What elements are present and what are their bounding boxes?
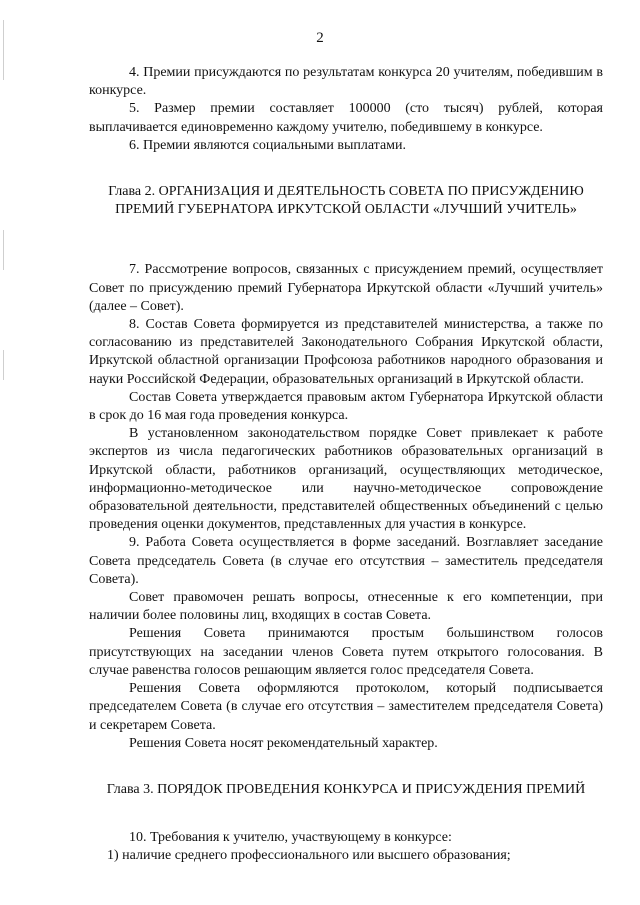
paragraph: 8. Состав Совета формируется из представителей министерства, а также по согласованию из представителей Законодательного Собрания Иркутской области, Иркутской областной организации Профсоюза работников народного образования и науки Российской Федерации, образовательных организаций в Иркутской области. (89, 317, 603, 387)
paragraph: 6. Премии являются социальными выплатами. (129, 137, 407, 153)
scan-margin-mark (3, 230, 4, 270)
paragraph: Решения Совета оформляются протоколом, который подписывается председателем Совета (в случае его отсутствия – заместителем председателя Совета) и секретарем Совета. (89, 681, 603, 733)
paragraph: Решения Совета принимаются простым большинством голосов присутствующих на заседании членов Совета путем открытого голосования. В случае равенства голосов решающим является голос председателя Совета. (89, 626, 603, 678)
paragraph: 7. Рассмотрение вопросов, связанных с присуждением премий, осуществляет Совет по присуждению премий Губернатора Иркутской области «Лучший учитель» (далее – Совет). (89, 262, 603, 314)
scan-margin-mark (3, 350, 4, 380)
paragraph: 9. Работа Совета осуществляется в форме заседаний. Возглавляет заседание Совета председатель Совета (в случае его отсутствия – заместитель председателя Совета). (89, 535, 603, 587)
page-number: 2 (316, 30, 324, 46)
paragraph: 4. Премии присуждаются по результатам конкурса 20 учителям, победившим в конкурсе. (89, 65, 603, 99)
scan-margin-mark (3, 20, 4, 80)
chapter-2-heading: Глава 2. ОРГАНИЗАЦИЯ И ДЕЯТЕЛЬНОСТЬ СОВЕТА ПО ПРИСУЖДЕНИЮ ПРЕМИЙ ГУБЕРНАТОРА ИРКУТСКОЙ ОБЛАСТИ «ЛУЧШИЙ УЧИТЕЛЬ» (108, 184, 584, 218)
paragraph: 5. Размер премии составляет 100000 (сто тысяч) рублей, которая выплачивается единовременно каждому учителю, победившему в конкурсе. (89, 101, 603, 135)
list-item: 1) наличие среднего профессионального или высшего образования; (107, 848, 511, 864)
document-body (89, 64, 603, 866)
paragraph: 10. Требования к учителю, участвующему в конкурсе: (129, 830, 452, 846)
paragraph: Состав Совета утверждается правовым актом Губернатора Иркутской области в срок до 16 мая года проведения конкурса. (89, 389, 603, 424)
paragraph: В установленном законодательством порядке Совет привлекает к работе экспертов из числа педагогических работников образовательных организаций в Иркутской области, работников организаций, осуществляющих методическое, информационно-методическое или научно-методическое сопровождение образовательной деятельности, представителей общественных объединений с целью проведения оценки документов, представленных для участия в конкурсе. (89, 426, 603, 533)
chapter-3-heading: Глава 3. ПОРЯДОК ПРОВЕДЕНИЯ КОНКУРСА И ПРИСУЖДЕНИЯ ПРЕМИЙ (106, 781, 586, 797)
paragraph: Решения Совета носят рекомендательный характер. (129, 735, 438, 751)
paragraph: Совет правомочен решать вопросы, отнесенные к его компетенции, при наличии более половины лиц, входящих в состав Совета. (89, 590, 603, 624)
